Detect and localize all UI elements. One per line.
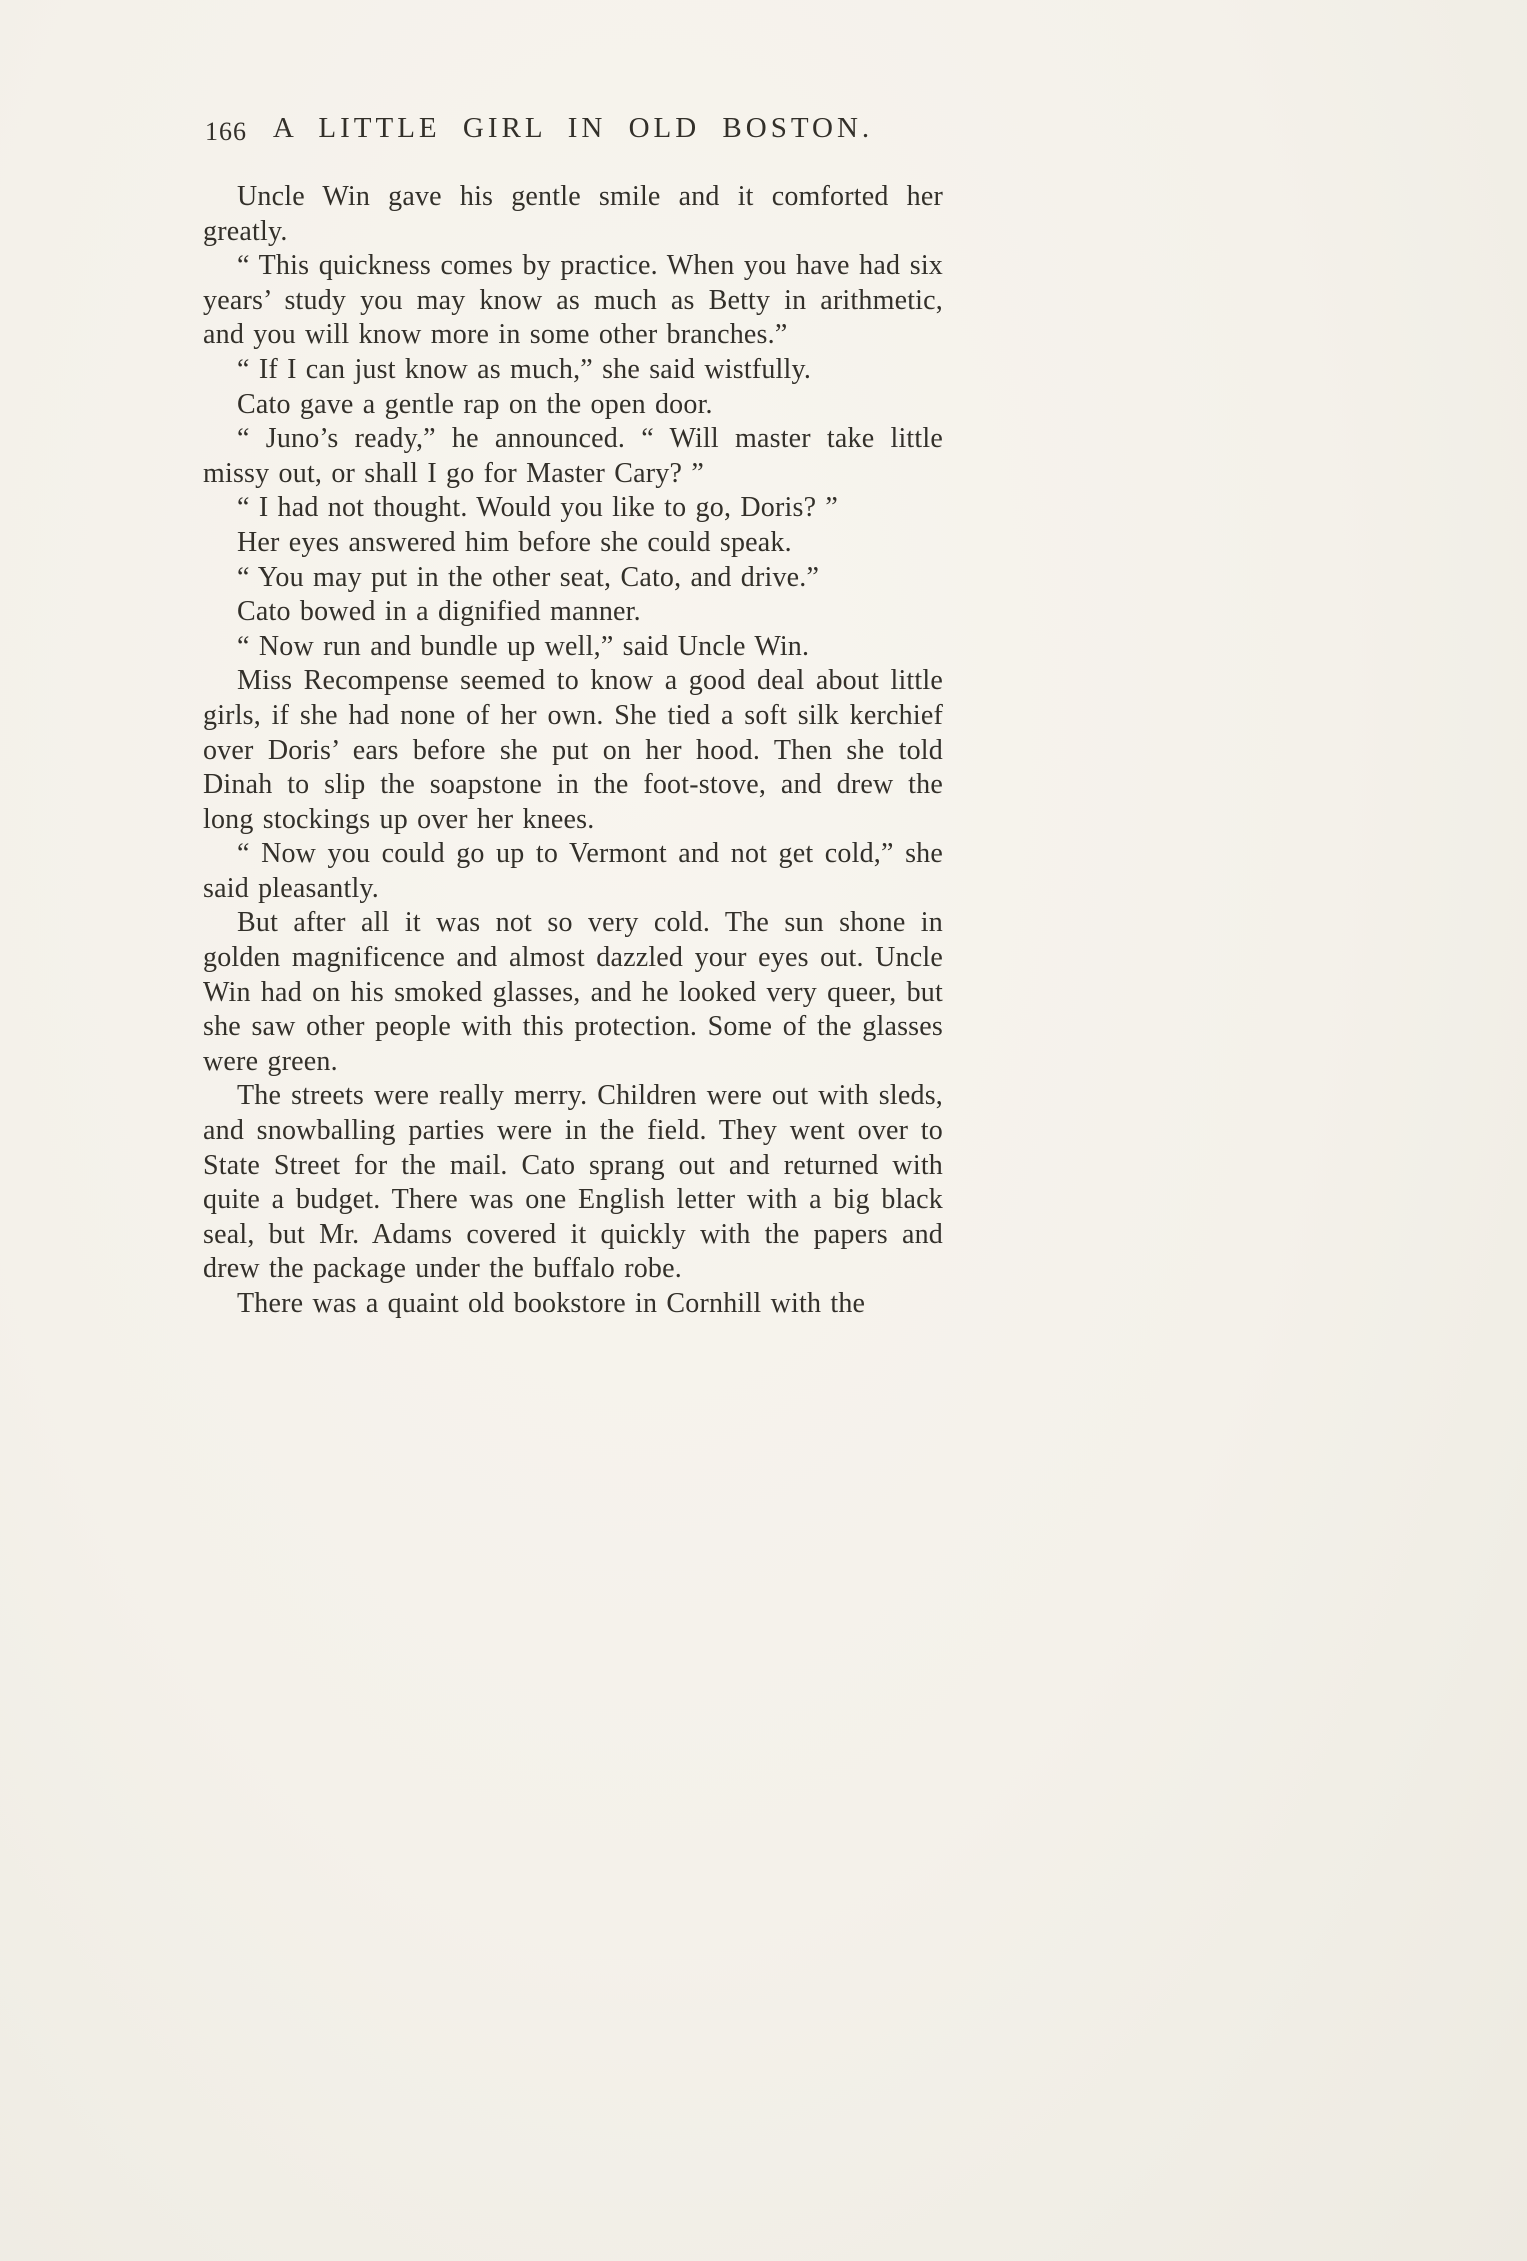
paragraph: “ You may put in the other seat, Cato, and drive.” [237, 561, 820, 593]
paragraph: “ Juno’s ready,” he announced. “ Will master take little missy out, or shall I go for Master Cary? ” [203, 423, 943, 489]
paragraph: But after all it was not so very cold. The sun shone in golden magnificence and almost dazzled your eyes out. Uncle Win had on his smoked glasses, and he looked very queer, but she saw other people with this protection. Some of the glasses were green. [203, 907, 943, 1077]
page-number: 166 [205, 117, 247, 146]
paragraph: Cato bowed in a dignified manner. [237, 596, 641, 628]
body-text [203, 180, 943, 1322]
paragraph: Her eyes answered him before she could speak. [237, 526, 792, 558]
paragraph: The streets were really merry. Children were out with sleds, and snowballing parties were in the field. They went over to State Street for the mail. Cato sprang out and returned with quite a budget. There was one English letter with a big black seal, but Mr. Adams covered it quickly with the papers and drew the package under the buffalo robe. [203, 1080, 943, 1285]
paragraph: “ Now you could go up to Vermont and not get cold,” she said pleasantly. [203, 838, 943, 904]
paragraph: There was a quaint old bookstore in Cornhill with the [237, 1288, 866, 1319]
page-header [203, 112, 943, 154]
paragraph: Uncle Win gave his gentle smile and it comforted her greatly. [203, 181, 943, 247]
text-column [203, 112, 943, 1322]
paragraph: Miss Recompense seemed to know a good deal about little girls, if she had none of her own. She tied a soft silk kerchief over Doris’ ears before she put on her hood. Then she told Dinah to slip the soapstone in the foot-stove, and drew the long stockings up over her knees. [203, 665, 943, 835]
paragraph: Cato gave a gentle rap on the open door. [237, 388, 713, 420]
paragraph: “ If I can just know as much,” she said wistfully. [237, 353, 812, 385]
paragraph: “ This quickness comes by practice. When you have had six years’ study you may know as much as Betty in arithmetic, and you will know more in some other branches.” [203, 250, 943, 351]
paragraph: “ I had not thought. Would you like to go, Doris? ” [237, 492, 839, 524]
running-title: A LITTLE GIRL IN OLD BOSTON. [272, 112, 874, 144]
paragraph: “ Now run and bundle up well,” said Uncle Win. [237, 630, 810, 662]
